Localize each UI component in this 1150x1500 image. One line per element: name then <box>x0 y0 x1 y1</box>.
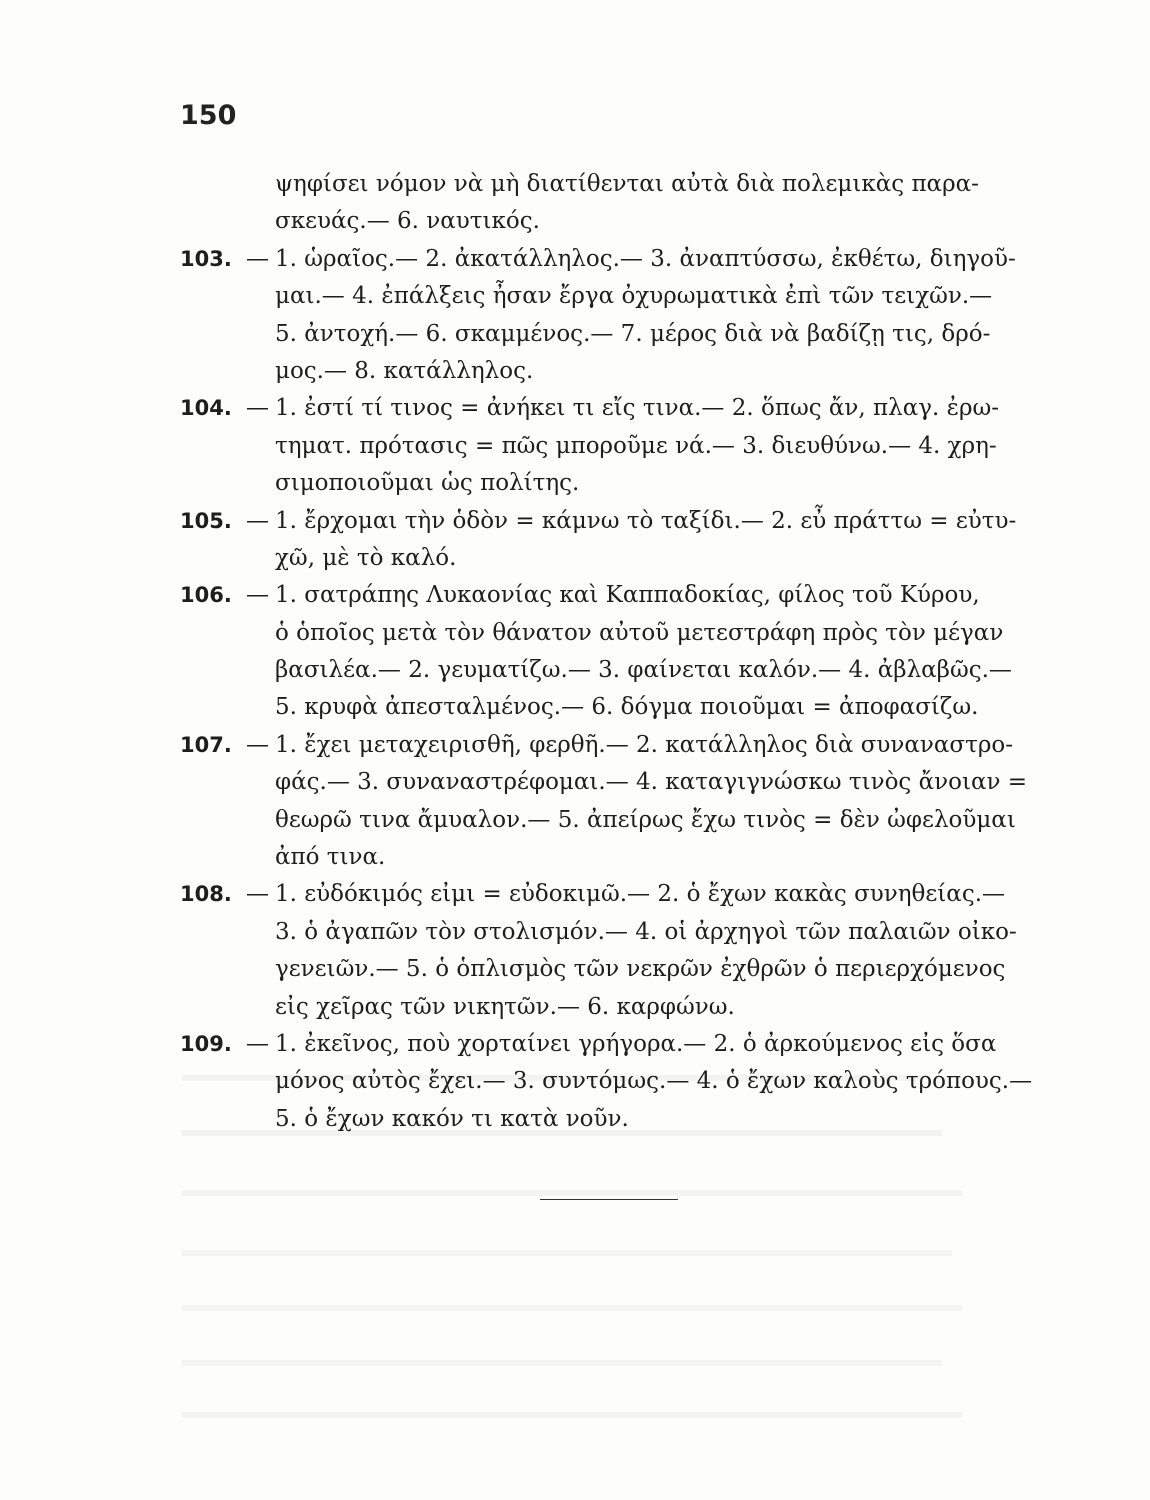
text-line: ψηφίσει νόμον νὰ μὴ διατίθενται αὐτὰ διὰ πολεμικὰς παρα- <box>275 171 979 197</box>
entry-dash: — <box>246 731 269 758</box>
intro-paragraph <box>180 166 1040 241</box>
text-line: 1. ἔρχομαι τὴν ὁδὸν = κάμνω τὸ ταξίδι.— 2. εὖ πράττω = εὐτυ- <box>275 507 1017 534</box>
text-line: 1. εὐδόκιμός εἰμι = εὐδοκιμῶ.— 2. ὁ ἔχων κακὰς συνηθείας.— <box>275 881 1006 908</box>
entry-106 <box>180 577 1040 727</box>
text-line: θεωρῶ τινα ἄμυαλον.— 5. ἀπείρως ἔχω τινὸς = δὲν ὠφελοῦμαι <box>275 806 1016 833</box>
entry-number: 108. <box>180 882 232 907</box>
text-line: ὁ ὁποῖος μετὰ τὸν θάνατον αὐτοῦ μετεστράφη πρὸς τὸν μέγαν <box>275 619 1004 646</box>
entry-dash: — <box>246 582 269 609</box>
text-line: μόνος αὐτὸς ἔχει.— 3. συντόμως.— 4. ὁ ἔχων καλοὺς τρόπους.— <box>275 1068 1033 1095</box>
page-number: 150 <box>180 100 237 131</box>
page-body <box>180 166 1040 1138</box>
text-line: 5. ἀντοχή.— 6. σκαμμένος.— 7. μέρος διὰ νὰ βαδίζῃ τις, δρό- <box>275 320 991 347</box>
entry-104 <box>180 390 1040 502</box>
text-line: 1. ἐστί τί τινος = ἀνήκει τι εἴς τινα.— 2. ὅπως ἄν, πλαγ. ἐρω- <box>275 395 1000 422</box>
text-line: βασιλέα.— 2. γευματίζω.— 3. φαίνεται καλόν.— 4. ἀβλαβῶς.— <box>275 657 1012 684</box>
entry-103 <box>180 241 1040 391</box>
text-line: σκευάς.— 6. ναυτικός. <box>275 208 540 235</box>
text-line: εἰς χεῖρας τῶν νικητῶν.— 6. καρφώνω. <box>275 993 735 1020</box>
text-line: 3. ὁ ἀγαπῶν τὸν στολισμόν.— 4. οἱ ἀρχηγοὶ τῶν παλαιῶν οἰκο- <box>275 918 1017 945</box>
text-line: 1. ἐκεῖνος, ποὺ χορταίνει γρήγορα.— 2. ὁ ἀρκούμενος εἰς ὅσα <box>275 1030 997 1057</box>
text-line: τηματ. πρότασις = πῶς μποροῦμε νά.— 3. διευθύνω.— 4. χρη- <box>275 432 997 459</box>
text-line: μος.— 8. κατάλληλος. <box>275 357 534 384</box>
entry-number: 103. <box>180 246 232 271</box>
entry-105 <box>180 503 1040 578</box>
entry-dash: — <box>246 395 269 422</box>
text-line: 1. ὡραῖος.— 2. ἀκατάλληλος.— 3. ἀναπτύσσω, ἐκθέτω, διηγοῦ- <box>275 245 1016 272</box>
text-line: 1. σατράπης Λυκαονίας καὶ Καππαδοκίας, φίλος τοῦ Κύρου, <box>275 582 980 609</box>
entry-number: 104. <box>180 396 232 421</box>
entry-dash: — <box>246 881 269 908</box>
text-line: γενειῶν.— 5. ὁ ὁπλισμὸς τῶν νεκρῶν ἐχθρῶν ὁ περιερχόμενος <box>275 956 1006 983</box>
entry-number: 105. <box>180 508 232 533</box>
section-divider <box>540 1199 678 1200</box>
entry-107 <box>180 727 1040 877</box>
entry-dash: — <box>246 1030 269 1057</box>
text-line: ἀπό τινα. <box>275 844 386 871</box>
entry-dash: — <box>246 245 269 272</box>
text-line: μαι.— 4. ἐπάλξεις ἦσαν ἔργα ὀχυρωματικὰ ἐπὶ τῶν τειχῶν.— <box>275 283 993 310</box>
entry-109 <box>180 1026 1040 1138</box>
text-line: φάς.— 3. συναναστρέφομαι.— 4. καταγιγνώσκω τινὸς ἄνοιαν = <box>275 769 1028 796</box>
text-line: 5. ὁ ἔχων κακόν τι κατὰ νοῦν. <box>275 1105 629 1132</box>
text-line: 1. ἔχει μεταχειρισθῆ, φερθῆ.— 2. κατάλληλος διὰ συναναστρο- <box>275 731 1013 758</box>
entry-dash: — <box>246 507 269 534</box>
entry-number: 107. <box>180 732 232 757</box>
entry-number: 106. <box>180 583 232 608</box>
text-line: 5. κρυφὰ ἀπεσταλμένος.— 6. δόγμα ποιοῦμαι = ἀποφασίζω. <box>275 694 979 721</box>
text-line: σιμοποιοῦμαι ὡς πολίτης. <box>275 470 580 497</box>
entry-number: 109. <box>180 1031 232 1056</box>
text-line: χῶ, μὲ τὸ καλό. <box>275 544 457 571</box>
entry-108 <box>180 876 1040 1026</box>
